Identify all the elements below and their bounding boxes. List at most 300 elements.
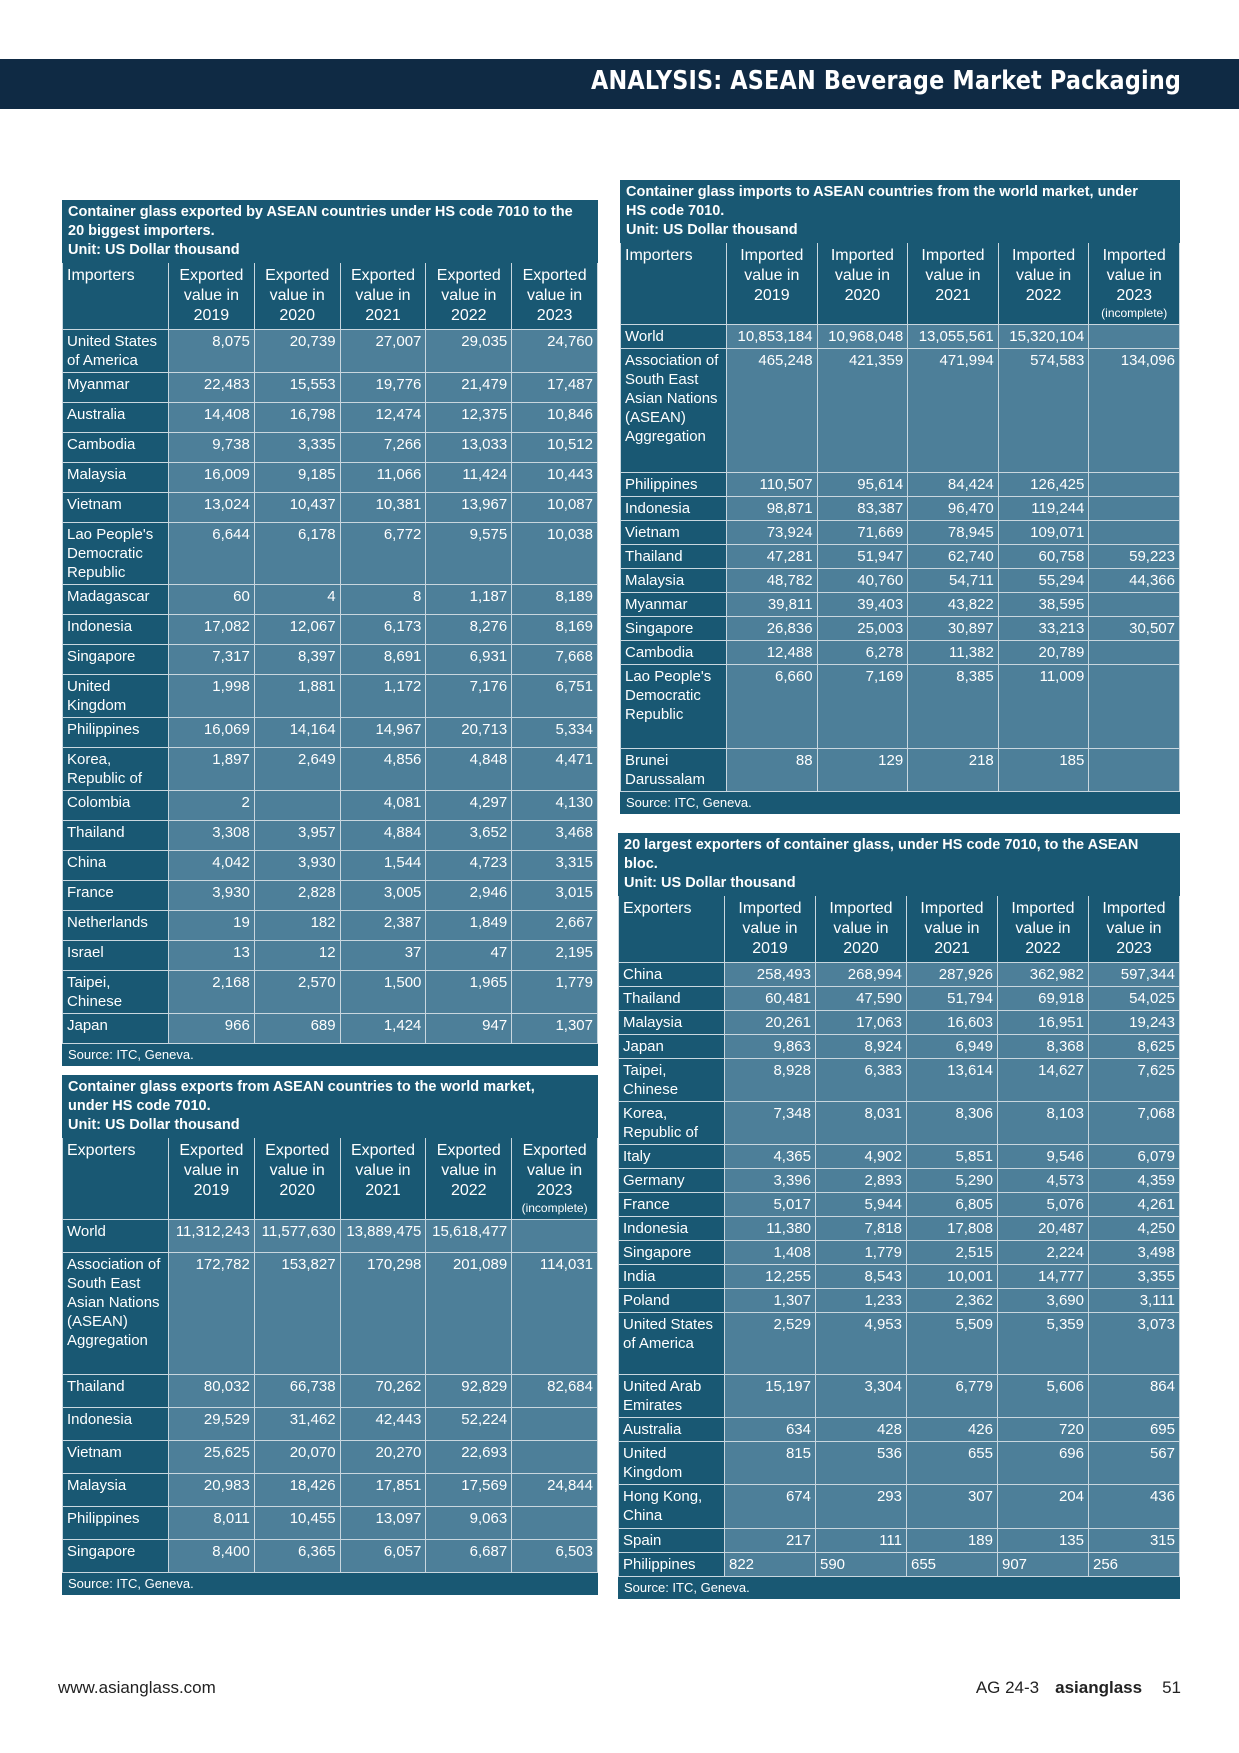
value-cell	[512, 1441, 598, 1474]
value-cell: 129	[817, 749, 908, 792]
table-row	[621, 665, 1180, 749]
value-cell: 6,365	[254, 1540, 340, 1573]
value-cell: 16,069	[169, 718, 255, 748]
value-cell: 287,926	[907, 963, 998, 987]
value-cell	[1089, 665, 1180, 749]
value-cell: 55,294	[998, 569, 1089, 593]
value-cell: 4,902	[816, 1145, 907, 1169]
row-label: Cambodia	[621, 641, 727, 665]
value-cell: 4,297	[426, 791, 512, 821]
row-label: India	[619, 1265, 725, 1289]
value-cell: 6,772	[340, 523, 426, 585]
value-cell: 9,863	[725, 1035, 816, 1059]
value-cell: 536	[816, 1442, 907, 1485]
value-cell: 217	[725, 1529, 816, 1553]
value-cell: 185	[998, 749, 1089, 792]
table-row	[63, 1220, 598, 1253]
value-cell: 20,789	[998, 641, 1089, 665]
value-cell: 966	[169, 1014, 255, 1044]
footer-website: www.asianglass.com	[58, 1678, 216, 1697]
value-cell: 98,871	[727, 497, 818, 521]
value-cell: 10,437	[254, 493, 340, 523]
table-row	[621, 641, 1180, 665]
value-cell	[1089, 497, 1180, 521]
value-cell: 7,625	[1089, 1059, 1180, 1102]
value-cell: 13	[169, 941, 255, 971]
value-cell: 40,760	[817, 569, 908, 593]
value-cell: 11,424	[426, 463, 512, 493]
value-cell: 256	[1089, 1553, 1180, 1577]
value-cell: 421,359	[817, 349, 908, 473]
table-row	[63, 433, 598, 463]
value-cell: 3,930	[254, 851, 340, 881]
table-row	[63, 1507, 598, 1540]
value-cell: 634	[725, 1418, 816, 1442]
value-cell: 7,169	[817, 665, 908, 749]
row-label: Thailand	[63, 1375, 169, 1408]
value-cell: 8,928	[725, 1059, 816, 1102]
value-cell: 20,487	[998, 1217, 1089, 1241]
value-cell: 5,076	[998, 1193, 1089, 1217]
table-row	[63, 1474, 598, 1507]
value-cell: 6,805	[907, 1193, 998, 1217]
value-cell: 4,884	[340, 821, 426, 851]
value-cell: 6,751	[512, 675, 598, 718]
value-cell: 1,544	[340, 851, 426, 881]
value-cell: 14,408	[169, 403, 255, 433]
value-cell: 258,493	[725, 963, 816, 987]
value-cell: 2,362	[907, 1289, 998, 1313]
row-label: Lao People's Democratic Republic	[621, 665, 727, 749]
table-row	[619, 1313, 1180, 1375]
value-cell: 590	[816, 1553, 907, 1577]
row-label: Cambodia	[63, 433, 169, 463]
value-cell: 9,575	[426, 523, 512, 585]
value-cell: 3,315	[512, 851, 598, 881]
table-row	[619, 1289, 1180, 1313]
table-row	[63, 615, 598, 645]
table-row	[63, 941, 598, 971]
table-row	[621, 325, 1180, 349]
table-row	[63, 493, 598, 523]
value-cell: 674	[725, 1485, 816, 1529]
column-header: Exported value in 2021	[340, 1138, 426, 1220]
value-cell: 3,005	[340, 881, 426, 911]
column-header: Importers	[621, 243, 727, 325]
issue-number: AG 24-3	[975, 1678, 1040, 1697]
value-cell	[254, 791, 340, 821]
value-cell	[512, 1507, 598, 1540]
value-cell: 3,930	[169, 881, 255, 911]
value-cell: 20,070	[254, 1441, 340, 1474]
table-row	[619, 987, 1180, 1011]
value-cell: 10,455	[254, 1507, 340, 1540]
row-label: Malaysia	[621, 569, 727, 593]
table-caption: 20 largest exporters of container glass, under HS code 7010, to the ASEAN bloc. Unit: US Dollar thousand	[619, 834, 1180, 896]
table-row	[63, 911, 598, 941]
row-label: Myanmar	[621, 593, 727, 617]
table-row	[619, 1193, 1180, 1217]
value-cell: 14,164	[254, 718, 340, 748]
value-cell: 172,782	[169, 1253, 255, 1375]
value-cell: 19,776	[340, 373, 426, 403]
value-cell: 11,066	[340, 463, 426, 493]
value-cell: 1,897	[169, 748, 255, 791]
column-header: Imported value in 2023	[1089, 896, 1180, 963]
value-cell: 111	[816, 1529, 907, 1553]
table-row	[63, 1408, 598, 1441]
value-cell: 2,570	[254, 971, 340, 1014]
value-cell: 4,848	[426, 748, 512, 791]
row-label: Brunei Darussalam	[621, 749, 727, 792]
column-header: Exported value in 2022	[426, 263, 512, 330]
row-label: China	[619, 963, 725, 987]
header-row	[619, 896, 1180, 963]
value-cell: 2,946	[426, 881, 512, 911]
value-cell: 13,889,475	[340, 1220, 426, 1253]
value-cell: 8,400	[169, 1540, 255, 1573]
value-cell: 6,178	[254, 523, 340, 585]
value-cell: 1,779	[512, 971, 598, 1014]
row-label: Philippines	[63, 718, 169, 748]
row-label: France	[619, 1193, 725, 1217]
table-row	[621, 497, 1180, 521]
value-cell: 2,168	[169, 971, 255, 1014]
value-cell: 2	[169, 791, 255, 821]
value-cell: 15,618,477	[426, 1220, 512, 1253]
value-cell: 15,320,104	[998, 325, 1089, 349]
row-label: Taipei, Chinese	[63, 971, 169, 1014]
row-label: United States of America	[619, 1313, 725, 1375]
value-cell: 11,577,630	[254, 1220, 340, 1253]
table-row	[619, 1059, 1180, 1102]
value-cell: 1,424	[340, 1014, 426, 1044]
value-cell: 426	[907, 1418, 998, 1442]
table-imports-from-world	[620, 180, 1180, 814]
row-label: Malaysia	[63, 1474, 169, 1507]
value-cell: 12,375	[426, 403, 512, 433]
column-header: Imported value in 2020	[817, 243, 908, 325]
value-cell: 7,176	[426, 675, 512, 718]
value-cell: 907	[998, 1553, 1089, 1577]
column-header: Exported value in 2019	[169, 1138, 255, 1220]
value-cell: 696	[998, 1442, 1089, 1485]
value-cell	[1089, 325, 1180, 349]
value-cell: 5,017	[725, 1193, 816, 1217]
value-cell: 8,625	[1089, 1035, 1180, 1059]
value-cell: 62,740	[908, 545, 999, 569]
value-cell: 17,063	[816, 1011, 907, 1035]
row-label: Philippines	[63, 1507, 169, 1540]
value-cell	[512, 1408, 598, 1441]
row-label: Singapore	[63, 1540, 169, 1573]
value-cell: 2,529	[725, 1313, 816, 1375]
table-row	[619, 1241, 1180, 1265]
header-row	[63, 1138, 598, 1220]
header-row	[621, 243, 1180, 325]
table-row	[63, 523, 598, 585]
value-cell: 1,500	[340, 971, 426, 1014]
value-cell: 14,627	[998, 1059, 1089, 1102]
column-header: Exported value in 2023	[512, 263, 598, 330]
value-cell: 78,945	[908, 521, 999, 545]
table-caption: Container glass imports to ASEAN countries from the world market, under HS code 7010. Unit: US Dollar thousand	[621, 181, 1180, 243]
table-exporters-to-asean	[618, 833, 1180, 1599]
value-cell: 4,471	[512, 748, 598, 791]
value-cell: 720	[998, 1418, 1089, 1442]
value-cell: 17,808	[907, 1217, 998, 1241]
value-cell: 574,583	[998, 349, 1089, 473]
value-cell: 4,856	[340, 748, 426, 791]
value-cell: 5,944	[816, 1193, 907, 1217]
footer-meta	[976, 1678, 1181, 1698]
value-cell: 8,189	[512, 585, 598, 615]
row-label: Madagascar	[63, 585, 169, 615]
column-header: Exported value in 2019	[169, 263, 255, 330]
value-cell: 10,968,048	[817, 325, 908, 349]
value-cell: 8,031	[816, 1102, 907, 1145]
row-label: Italy	[619, 1145, 725, 1169]
row-label: Taipei, Chinese	[619, 1059, 725, 1102]
source-note: Source: ITC, Geneva.	[63, 1573, 598, 1595]
value-cell: 6,660	[727, 665, 818, 749]
value-cell: 4	[254, 585, 340, 615]
column-header: Imported value in 2021	[908, 243, 999, 325]
row-label: Colombia	[63, 791, 169, 821]
page-number: 51	[1162, 1678, 1181, 1697]
table-row	[63, 585, 598, 615]
value-cell: 60	[169, 585, 255, 615]
column-header: Exported value in 2021	[340, 263, 426, 330]
value-cell: 6,687	[426, 1540, 512, 1573]
value-cell: 44,366	[1089, 569, 1180, 593]
table-row	[63, 1253, 598, 1375]
table-row	[63, 851, 598, 881]
value-cell: 11,380	[725, 1217, 816, 1241]
source-note: Source: ITC, Geneva.	[619, 1577, 1180, 1599]
value-cell: 822	[725, 1553, 816, 1577]
table-row	[619, 1265, 1180, 1289]
table-row	[63, 463, 598, 493]
value-cell: 2,515	[907, 1241, 998, 1265]
value-cell: 6,931	[426, 645, 512, 675]
value-cell: 10,512	[512, 433, 598, 463]
value-cell: 16,798	[254, 403, 340, 433]
value-cell: 5,606	[998, 1375, 1089, 1418]
row-label: Australia	[63, 403, 169, 433]
value-cell: 4,081	[340, 791, 426, 821]
value-cell: 13,097	[340, 1507, 426, 1540]
value-cell: 11,009	[998, 665, 1089, 749]
value-cell: 10,001	[907, 1265, 998, 1289]
value-cell: 135	[998, 1529, 1089, 1553]
value-cell: 11,382	[908, 641, 999, 665]
value-cell: 4,723	[426, 851, 512, 881]
value-cell: 96,470	[908, 497, 999, 521]
row-label: Malaysia	[63, 463, 169, 493]
value-cell: 12,067	[254, 615, 340, 645]
header-row	[63, 263, 598, 330]
value-cell: 815	[725, 1442, 816, 1485]
value-cell: 864	[1089, 1375, 1180, 1418]
value-cell: 14,967	[340, 718, 426, 748]
table-row	[619, 1485, 1180, 1529]
value-cell: 204	[998, 1485, 1089, 1529]
table-row	[619, 1102, 1180, 1145]
column-header: Imported value in 2020	[816, 896, 907, 963]
row-label: United Kingdom	[63, 675, 169, 718]
value-cell: 3,396	[725, 1169, 816, 1193]
value-cell: 8,075	[169, 330, 255, 373]
row-label: Indonesia	[63, 1408, 169, 1441]
row-label: Association of South East Asian Nations (ASEAN) Aggregation	[621, 349, 727, 473]
value-cell: 4,130	[512, 791, 598, 821]
value-cell: 4,573	[998, 1169, 1089, 1193]
value-cell: 4,250	[1089, 1217, 1180, 1241]
value-cell: 3,355	[1089, 1265, 1180, 1289]
value-cell: 1,307	[512, 1014, 598, 1044]
value-cell: 7,818	[816, 1217, 907, 1241]
value-cell: 307	[907, 1485, 998, 1529]
value-cell: 3,690	[998, 1289, 1089, 1313]
value-cell: 7,068	[1089, 1102, 1180, 1145]
table-row	[619, 1442, 1180, 1485]
value-cell: 1,233	[816, 1289, 907, 1313]
value-cell: 114,031	[512, 1253, 598, 1375]
value-cell: 24,844	[512, 1474, 598, 1507]
value-cell: 29,035	[426, 330, 512, 373]
value-cell: 37	[340, 941, 426, 971]
row-label: Philippines	[621, 473, 727, 497]
row-label: Philippines	[619, 1553, 725, 1577]
value-cell: 19	[169, 911, 255, 941]
value-cell: 362,982	[998, 963, 1089, 987]
row-label: Poland	[619, 1289, 725, 1313]
value-cell: 947	[426, 1014, 512, 1044]
value-cell: 1,172	[340, 675, 426, 718]
row-label: World	[63, 1220, 169, 1253]
row-label: Germany	[619, 1169, 725, 1193]
value-cell: 3,073	[1089, 1313, 1180, 1375]
value-cell: 16,603	[907, 1011, 998, 1035]
value-cell: 17,487	[512, 373, 598, 403]
column-header: Exported value in 2020	[254, 1138, 340, 1220]
value-cell: 189	[907, 1529, 998, 1553]
value-cell: 59,223	[1089, 545, 1180, 569]
value-cell: 567	[1089, 1442, 1180, 1485]
value-cell: 6,057	[340, 1540, 426, 1573]
value-cell: 25,625	[169, 1441, 255, 1474]
value-cell: 3,468	[512, 821, 598, 851]
value-cell: 95,614	[817, 473, 908, 497]
row-label: Malaysia	[619, 1011, 725, 1035]
value-cell: 9,185	[254, 463, 340, 493]
table-row	[619, 963, 1180, 987]
value-cell: 315	[1089, 1529, 1180, 1553]
row-label: Association of South East Asian Nations (ASEAN) Aggregation	[63, 1253, 169, 1375]
value-cell: 13,024	[169, 493, 255, 523]
value-cell: 2,649	[254, 748, 340, 791]
column-header: Imported value in 2022	[998, 896, 1089, 963]
table-row	[621, 749, 1180, 792]
table-row	[63, 645, 598, 675]
value-cell: 1,998	[169, 675, 255, 718]
row-label: Thailand	[619, 987, 725, 1011]
value-cell: 4,953	[816, 1313, 907, 1375]
value-cell: 11,312,243	[169, 1220, 255, 1253]
value-cell: 60,481	[725, 987, 816, 1011]
header-banner	[0, 59, 1239, 109]
row-label: China	[63, 851, 169, 881]
value-cell: 7,668	[512, 645, 598, 675]
source-note: Source: ITC, Geneva.	[621, 792, 1180, 814]
row-label: Spain	[619, 1529, 725, 1553]
value-cell	[1089, 593, 1180, 617]
value-cell: 6,079	[1089, 1145, 1180, 1169]
value-cell: 22,693	[426, 1441, 512, 1474]
value-cell: 84,424	[908, 473, 999, 497]
row-label: Korea, Republic of	[619, 1102, 725, 1145]
column-header: Imported value in 2019	[727, 243, 818, 325]
value-cell: 20,270	[340, 1441, 426, 1474]
value-cell: 1,187	[426, 585, 512, 615]
value-cell: 20,713	[426, 718, 512, 748]
brand-name: asianglass	[1055, 1678, 1143, 1697]
table-row	[63, 330, 598, 373]
value-cell: 22,483	[169, 373, 255, 403]
column-header: Importers	[63, 263, 169, 330]
value-cell: 20,261	[725, 1011, 816, 1035]
value-cell: 3,308	[169, 821, 255, 851]
table-caption: Container glass exports from ASEAN countries to the world market, under HS code 7010. Unit: US Dollar thousand	[63, 1076, 598, 1138]
table-row	[63, 748, 598, 791]
value-cell: 8,368	[998, 1035, 1089, 1059]
value-cell: 42,443	[340, 1408, 426, 1441]
value-cell: 7,266	[340, 433, 426, 463]
value-cell: 134,096	[1089, 349, 1180, 473]
value-cell: 18,426	[254, 1474, 340, 1507]
value-cell: 6,949	[907, 1035, 998, 1059]
value-cell: 29,529	[169, 1408, 255, 1441]
value-cell: 109,071	[998, 521, 1089, 545]
table-row	[621, 617, 1180, 641]
value-cell: 19,243	[1089, 1011, 1180, 1035]
value-cell: 14,777	[998, 1265, 1089, 1289]
incomplete-note: (incomplete)	[1101, 306, 1168, 320]
table-row	[619, 1529, 1180, 1553]
value-cell: 5,359	[998, 1313, 1089, 1375]
row-label: Singapore	[619, 1241, 725, 1265]
table-exports-to-importers	[62, 200, 598, 1066]
value-cell: 10,443	[512, 463, 598, 493]
value-cell: 2,667	[512, 911, 598, 941]
table-row	[619, 1011, 1180, 1035]
value-cell: 31,462	[254, 1408, 340, 1441]
table-row	[619, 1035, 1180, 1059]
value-cell: 4,365	[725, 1145, 816, 1169]
value-cell: 73,924	[727, 521, 818, 545]
value-cell: 12,488	[727, 641, 818, 665]
value-cell: 21,479	[426, 373, 512, 403]
value-cell: 66,738	[254, 1375, 340, 1408]
value-cell: 6,644	[169, 523, 255, 585]
value-cell: 655	[907, 1442, 998, 1485]
value-cell: 126,425	[998, 473, 1089, 497]
table-row	[63, 1441, 598, 1474]
table-row	[621, 521, 1180, 545]
value-cell: 465,248	[727, 349, 818, 473]
value-cell: 60,758	[998, 545, 1089, 569]
